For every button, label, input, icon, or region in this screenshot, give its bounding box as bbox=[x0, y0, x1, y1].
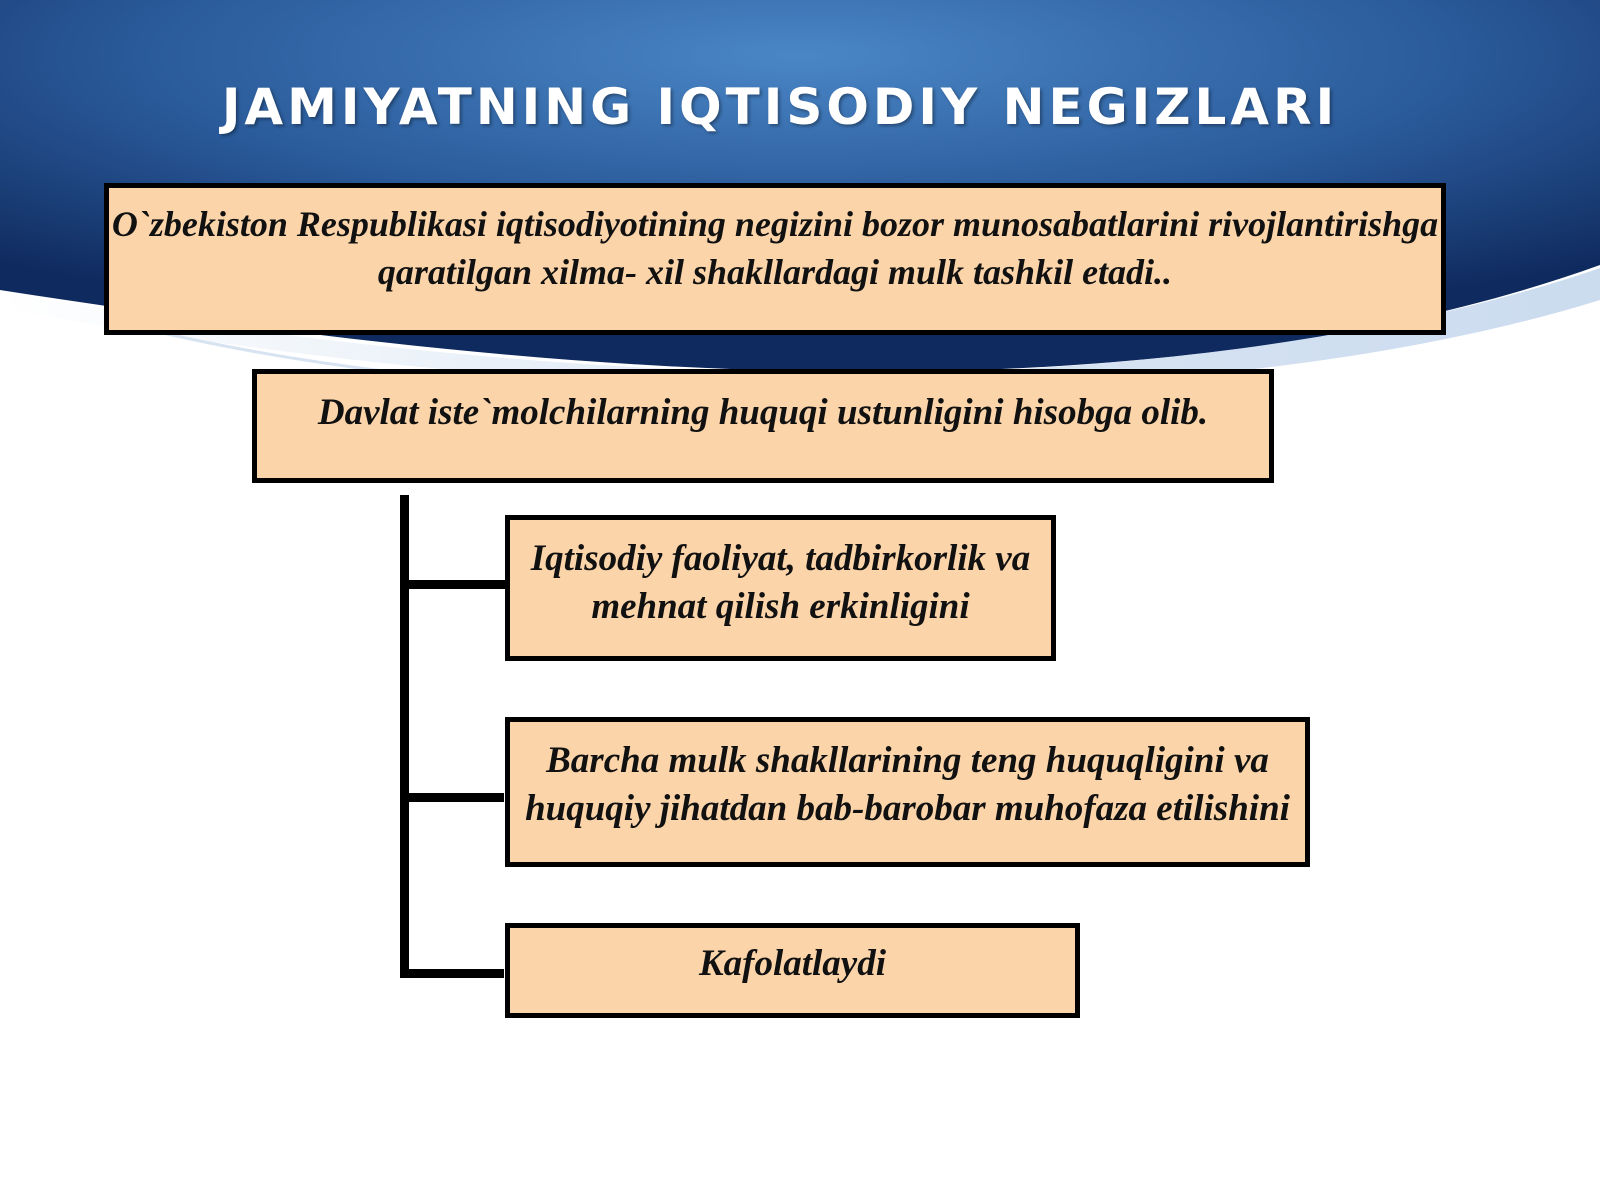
connector-branch-3 bbox=[400, 969, 504, 978]
state-statement-box: Davlat iste`molchilarning huquqi ustunligini hisobga olib. bbox=[252, 369, 1274, 483]
branch-box-guarantees: Kafolatlaydi bbox=[505, 923, 1080, 1018]
branch-box-property-equality: Barcha mulk shakllarining teng huquqligini va huquqiy jihatdan bab-barobar muhofaza etilishini bbox=[505, 717, 1310, 867]
connector-branch-2 bbox=[400, 793, 504, 802]
branch-box-economic-freedom: Iqtisodiy faoliyat, tadbirkorlik va mehnat qilish erkinligini bbox=[505, 515, 1056, 661]
slide-title: JAMIYATNING IQTISODIY NEGIZLARI bbox=[221, 78, 1339, 136]
connector-branch-1 bbox=[400, 580, 507, 589]
connector-vertical-line bbox=[400, 495, 409, 975]
main-statement-box: O`zbekiston Respublikasi iqtisodiyotining negizini bozor munosabatlarini rivojlantirishga qaratilgan xilma- xil shakllardagi mulk tashkil etadi.. bbox=[104, 183, 1446, 335]
